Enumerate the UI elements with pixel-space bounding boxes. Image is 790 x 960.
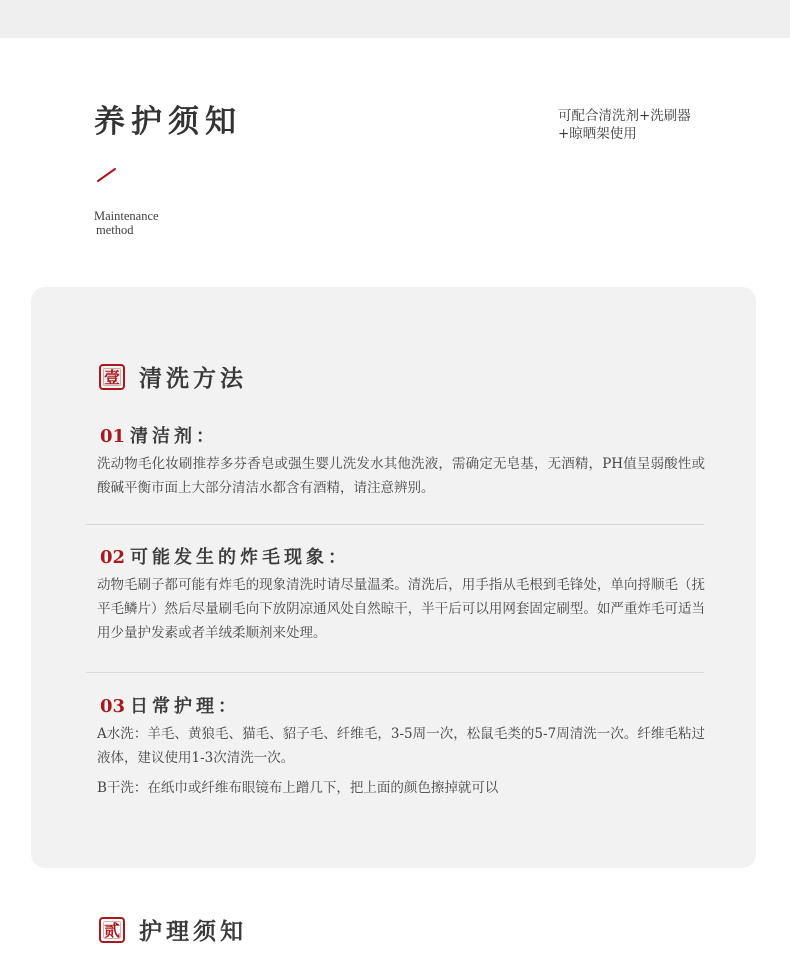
usage-tip [558, 107, 691, 143]
item-number: 01 [100, 426, 126, 447]
item-heading-cleanser [100, 422, 218, 448]
item-title: 清洁剂： [130, 426, 218, 447]
divider [86, 672, 704, 673]
page-title: 养护须知 [94, 104, 242, 140]
item-paragraph-wash: A水洗：羊毛、黄狼毛、猫毛、貂子毛、纤维毛，3-5周一次，松鼠毛类的5-7周清洗一次。纤维毛粘过液体，建议使用1-3次清洗一次。 [97, 726, 705, 766]
section-heading-cleaning [99, 360, 247, 393]
english-subtitle-line1: Maintenance [94, 209, 159, 223]
item-paragraph-dry-clean: B干洗：在纸巾或纤维布眼镜布上蹭几下，把上面的颜色擦掉就可以 [97, 780, 499, 796]
english-subtitle [94, 209, 159, 237]
section-heading-care-notes [99, 913, 247, 946]
item-title: 日常护理： [130, 696, 240, 717]
usage-tip-line2: +晾晒架使用 [558, 126, 637, 142]
usage-tip-line1: 可配合清洗剂+洗刷器 [558, 108, 691, 124]
seal-icon: 壹 [99, 364, 125, 390]
divider [86, 524, 704, 525]
top-gray-strip [0, 0, 790, 38]
section-title: 护理须知 [139, 918, 247, 945]
item-title: 可能发生的炸毛现象： [130, 547, 350, 568]
red-slash-decoration [96, 166, 118, 184]
section-title: 清洗方法 [139, 365, 247, 392]
english-subtitle-line2: method [96, 223, 134, 237]
item-number: 02 [100, 547, 126, 568]
item-paragraph: 动物毛刷子都可能有炸毛的现象清洗时请尽量温柔。清洗后，用手指从毛根到毛锋处，单向捋顺毛（抚平毛鳞片）然后尽量刷毛向下放阴凉通风处自然晾干，半干后可以用网套固定刷型。如严重炸毛可适当用少量护发素或者羊绒柔顺剂来处理。 [97, 577, 705, 641]
item-number: 03 [100, 696, 126, 717]
item-paragraph: 洗动物毛化妆刷推荐多芬香皂或强生婴儿洗发水其他洗液，需确定无皂基，无酒精，PH值呈弱酸性或酸碱平衡市面上大部分清洁水都含有酒精，请注意辨别。 [97, 456, 705, 496]
item-heading-frizz [100, 543, 350, 569]
seal-icon: 贰 [99, 917, 125, 943]
item-heading-daily-care [100, 692, 240, 718]
